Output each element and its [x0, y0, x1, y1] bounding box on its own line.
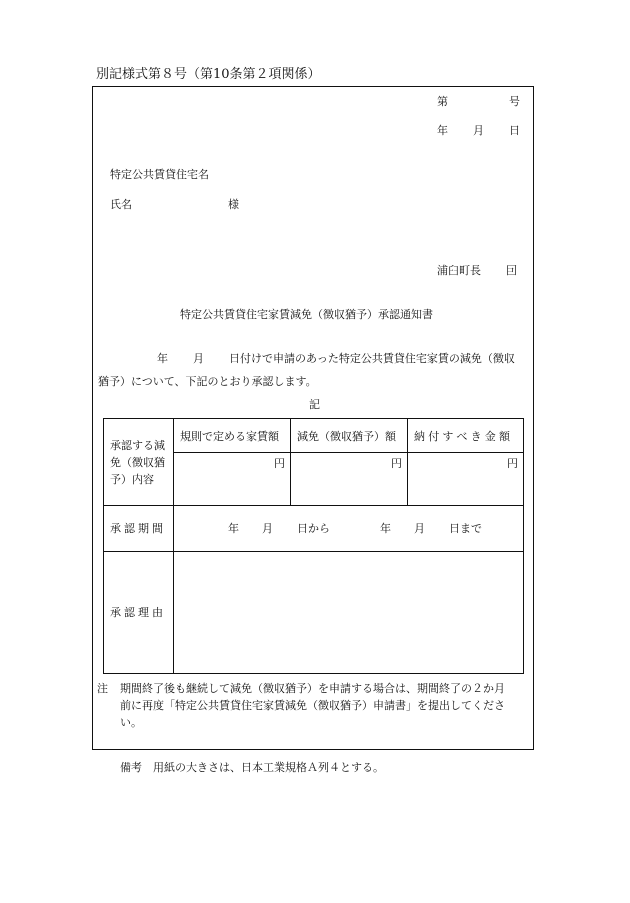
column-rent: 規則で定める家賃額 — [180, 430, 279, 443]
column-payment: 納付すべき金額 — [414, 430, 514, 443]
yen-rent: 円 — [274, 457, 285, 470]
period-from-year: 年 — [228, 522, 239, 535]
yen-reduction: 円 — [391, 457, 402, 470]
number-suffix: 号 — [509, 95, 520, 108]
name-label: 氏名 — [110, 198, 132, 211]
content-label-line1: 承認する減 — [110, 439, 165, 452]
remarks: 備考 用紙の大きさは、日本工業規格Ａ列４とする。 — [120, 761, 384, 774]
note-line1: 期間終了後も継続して減免（徴収猶予）を申請する場合は、期間終了の２か月 — [120, 682, 505, 695]
table-rule — [407, 418, 408, 505]
table-rule — [103, 551, 524, 552]
seal-mark: 囙 — [506, 264, 517, 277]
table-rule — [173, 452, 524, 453]
body-year: 年 — [157, 352, 168, 365]
form-header: 別記様式第８号（第10条第２項関係） — [96, 67, 321, 82]
date-day: 日 — [509, 124, 520, 137]
content-label-line2: 免（徴収猶 — [110, 456, 165, 469]
date-year: 年 — [437, 124, 448, 137]
body-line2: 猶予）について、下記のとおり承認します。 — [98, 375, 317, 388]
table-rule — [290, 418, 291, 505]
table-rule — [103, 505, 524, 506]
issuer: 浦臼町長 — [437, 264, 481, 277]
period-label: 承認期間 — [110, 522, 166, 535]
document-title: 特定公共賃貸住宅家賃減免（徴収猶予）承認通知書 — [180, 308, 433, 321]
column-reduction: 減免（徴収猶予）額 — [297, 430, 396, 443]
sama-label: 様 — [228, 198, 239, 211]
housing-name-label: 特定公共賃貸住宅名 — [110, 168, 209, 181]
note-line3: い。 — [120, 716, 142, 729]
period-from-month: 月 — [262, 522, 273, 535]
yen-payment: 円 — [507, 457, 518, 470]
period-from-day: 日から — [297, 522, 330, 535]
date-month: 月 — [473, 124, 484, 137]
number-prefix: 第 — [437, 95, 448, 108]
body-line1: 日付けで申請のあった特定公共賃貸住宅家賃の減免（徴収 — [229, 352, 515, 365]
period-to-day: 日まで — [449, 522, 482, 535]
period-to-month: 月 — [414, 522, 425, 535]
body-month: 月 — [193, 352, 204, 365]
reason-label: 承認理由 — [110, 606, 166, 619]
table-rule — [173, 418, 174, 674]
content-label-line3: 予）内容 — [110, 473, 154, 486]
ki-label: 記 — [309, 398, 320, 411]
period-to-year: 年 — [380, 522, 391, 535]
note-mark: 注 — [97, 682, 108, 695]
approval-table — [103, 418, 524, 674]
note-line2: 前に再度「特定公共賃貸住宅家賃減免（徴収猶予）申請書」を提出してくださ — [120, 699, 505, 712]
